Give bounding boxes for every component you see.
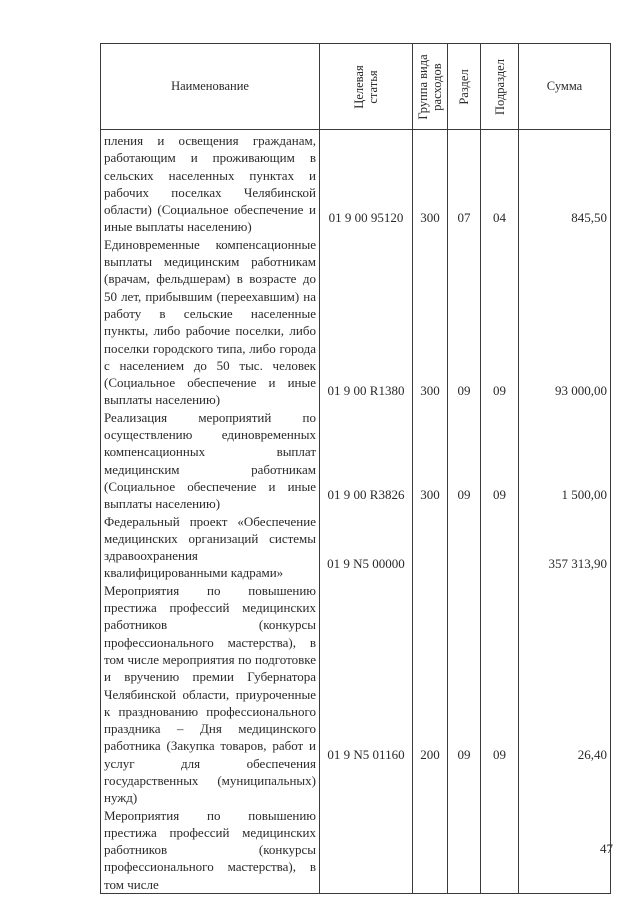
- expense-group-code: 300: [420, 487, 440, 502]
- entry-text: Реализация мероприятий по осуществлению единовременных компенсационных выплат медицинским работникам (Социальное обеспечение и иные выплаты населению): [104, 409, 316, 512]
- header-row: [101, 44, 611, 130]
- entry-text: Мероприятия по повышению престижа профессий медицинских работников (конкурсы профессионального мастерства), в том числе мероприятия по подготовке и вручению премии Губернатора Челябинской области, приуроченные к празднованию профессионального праздника – Дня медицинского работника (Закупка товаров, работ и услуг для обеспечения государственных (муниципальных) нужд): [104, 582, 316, 806]
- entry-text: Единовременные компенсационные выплаты медицинским работникам (врачам, фельдшерам) в возрасте до 50 лет, прибывшим (переехавшим) на работу в сельские населенные пункты, либо рабочие поселки, либо поселки городского типа, либо города с населением до 50 тыс. человек (Социальное обеспечение и иные выплаты населению): [104, 236, 316, 408]
- header-expense-group: [413, 44, 448, 130]
- subsection-column: [481, 130, 519, 894]
- section-column: [448, 130, 481, 894]
- entry-text: пления и освещения гражданам, работающим и проживающим в сельских населенных пунктах и рабочих поселках Челябинской области) (Социальное обеспечение и иные выплаты населению): [104, 133, 316, 235]
- budget-table: [100, 43, 611, 894]
- sum-value: 1 500,00: [561, 487, 607, 502]
- header-target-label: Целевая статья: [352, 64, 380, 109]
- header-sum: Сумма: [519, 44, 611, 130]
- target-code: 01 9 00 95120: [328, 210, 404, 225]
- target-column: [320, 130, 413, 894]
- section-code: 09: [457, 383, 471, 398]
- entry-text: Мероприятия по повышению престижа профессий медицинских работников (конкурсы профессионального мастерства), в том числе: [104, 807, 316, 892]
- sum-value: 357 313,90: [548, 556, 607, 571]
- target-code: 01 9 N5 00000: [327, 556, 405, 571]
- section-code: 09: [457, 487, 471, 502]
- entry-text: Федеральный проект «Обеспечение медицинских организаций системы здравоохранения квалифицированными кадрами»: [104, 513, 316, 581]
- sum-value: 845,50: [571, 210, 607, 225]
- expense-group-column: [413, 130, 448, 894]
- subsection-code: 09: [493, 487, 506, 502]
- expense-group-code: 300: [420, 383, 440, 398]
- page-number: 47: [600, 841, 613, 856]
- subsection-code: 04: [493, 210, 506, 225]
- section-code: 09: [457, 747, 471, 762]
- sum-value: 93 000,00: [555, 383, 607, 398]
- header-subsection: [481, 44, 519, 130]
- expense-group-code: 200: [420, 747, 440, 762]
- target-code: 01 9 N5 01160: [327, 747, 405, 762]
- expense-group-code: 300: [420, 210, 440, 225]
- target-code: 01 9 00 R3826: [327, 487, 405, 502]
- sum-column: [519, 130, 611, 894]
- header-expense-group-label: Группа вида расходов: [416, 53, 444, 120]
- target-code: 01 9 00 R1380: [327, 383, 405, 398]
- header-section-label: Раздел: [457, 68, 471, 105]
- subsection-code: 09: [493, 383, 506, 398]
- header-section: [448, 44, 481, 130]
- header-target: [320, 44, 413, 130]
- header-name: Наименование: [101, 44, 320, 130]
- section-code: 07: [457, 210, 471, 225]
- header-subsection-label: Подраздел: [492, 58, 507, 115]
- body-row: [101, 130, 611, 894]
- name-column: [101, 130, 320, 894]
- sum-value: 26,40: [577, 747, 607, 762]
- subsection-code: 09: [493, 747, 506, 762]
